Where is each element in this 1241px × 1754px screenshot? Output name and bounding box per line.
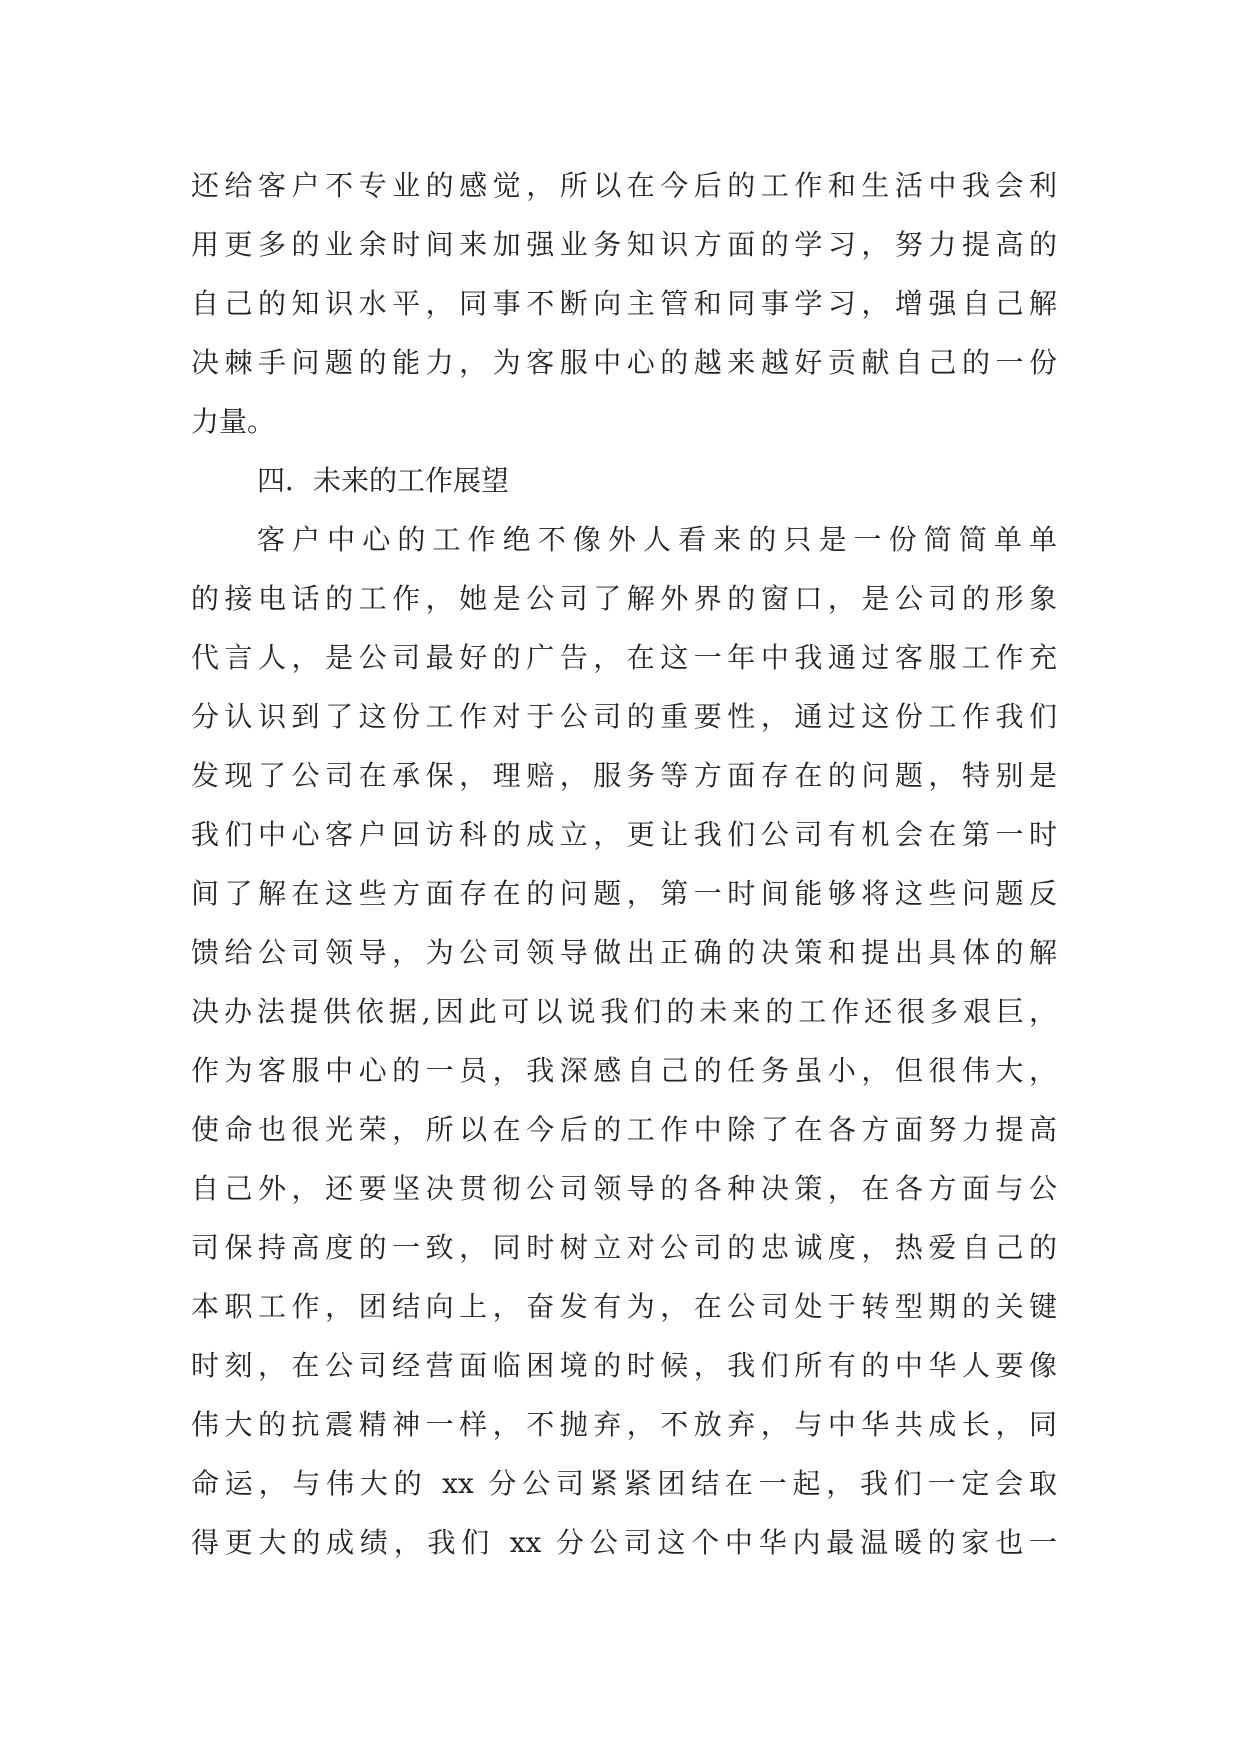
text-line: 的接电话的工作，她是公司了解外界的窗口，是公司的形象 xyxy=(191,582,1057,615)
text-line: 伟大的抗震精神一样，不抛弃，不放弃，与中华共成长，同 xyxy=(191,1408,1057,1441)
text-line: 我们中心客户回访科的成立，更让我们公司有机会在第一时 xyxy=(191,818,1057,851)
text-line: 用更多的业余时间来加强业务知识方面的学习，努力提高的 xyxy=(191,228,1057,261)
text-line: 时刻，在公司经营面临困境的时候，我们所有的中华人要像 xyxy=(191,1349,1057,1382)
text-line: 馈给公司领导，为公司领导做出正确的决策和提出具体的解 xyxy=(191,936,1057,969)
text-line: 客户中心的工作绝不像外人看来的只是一份简简单单 xyxy=(257,523,1057,556)
text-line: 司保持高度的一致，同时树立对公司的忠诚度，热爱自己的 xyxy=(191,1231,1057,1264)
text-line: 作为客服中心的一员，我深感自己的任务虽小，但很伟大， xyxy=(191,1054,1057,1087)
text-line: 自己外，还要坚决贯彻公司领导的各种决策，在各方面与公 xyxy=(191,1172,1057,1205)
text-line: 代言人，是公司最好的广告，在这一年中我通过客服工作充 xyxy=(191,641,1057,674)
text-line: 发现了公司在承保，理赔，服务等方面存在的问题，特别是 xyxy=(191,759,1057,792)
text-line: 间了解在这些方面存在的问题，第一时间能够将这些问题反 xyxy=(191,877,1057,910)
text-line: 得更大的成绩，我们 xx 分公司这个中华内最温暖的家也一 xyxy=(191,1526,1057,1559)
body-text xyxy=(191,156,1057,1572)
text-line: 决办法提供依据,因此可以说我们的未来的工作还很多艰巨， xyxy=(191,995,1057,1028)
text-line: 自己的知识水平，同事不断向主管和同事学习，增强自己解 xyxy=(191,287,1057,320)
text-line: 分认识到了这份工作对于公司的重要性，通过这份工作我们 xyxy=(191,700,1057,733)
section-heading: 四．未来的工作展望 xyxy=(257,464,510,497)
text-line: 本职工作，团结向上，奋发有为，在公司处于转型期的关键 xyxy=(191,1290,1057,1323)
text-line: 力量。 xyxy=(191,405,276,438)
text-line: 使命也很光荣，所以在今后的工作中除了在各方面努力提高 xyxy=(191,1113,1057,1146)
text-line: 决棘手问题的能力，为客服中心的越来越好贡献自己的一份 xyxy=(191,346,1057,379)
text-line: 命运，与伟大的 xx 分公司紧紧团结在一起，我们一定会取 xyxy=(191,1467,1057,1500)
text-line: 还给客户不专业的感觉，所以在今后的工作和生活中我会利 xyxy=(191,169,1057,202)
